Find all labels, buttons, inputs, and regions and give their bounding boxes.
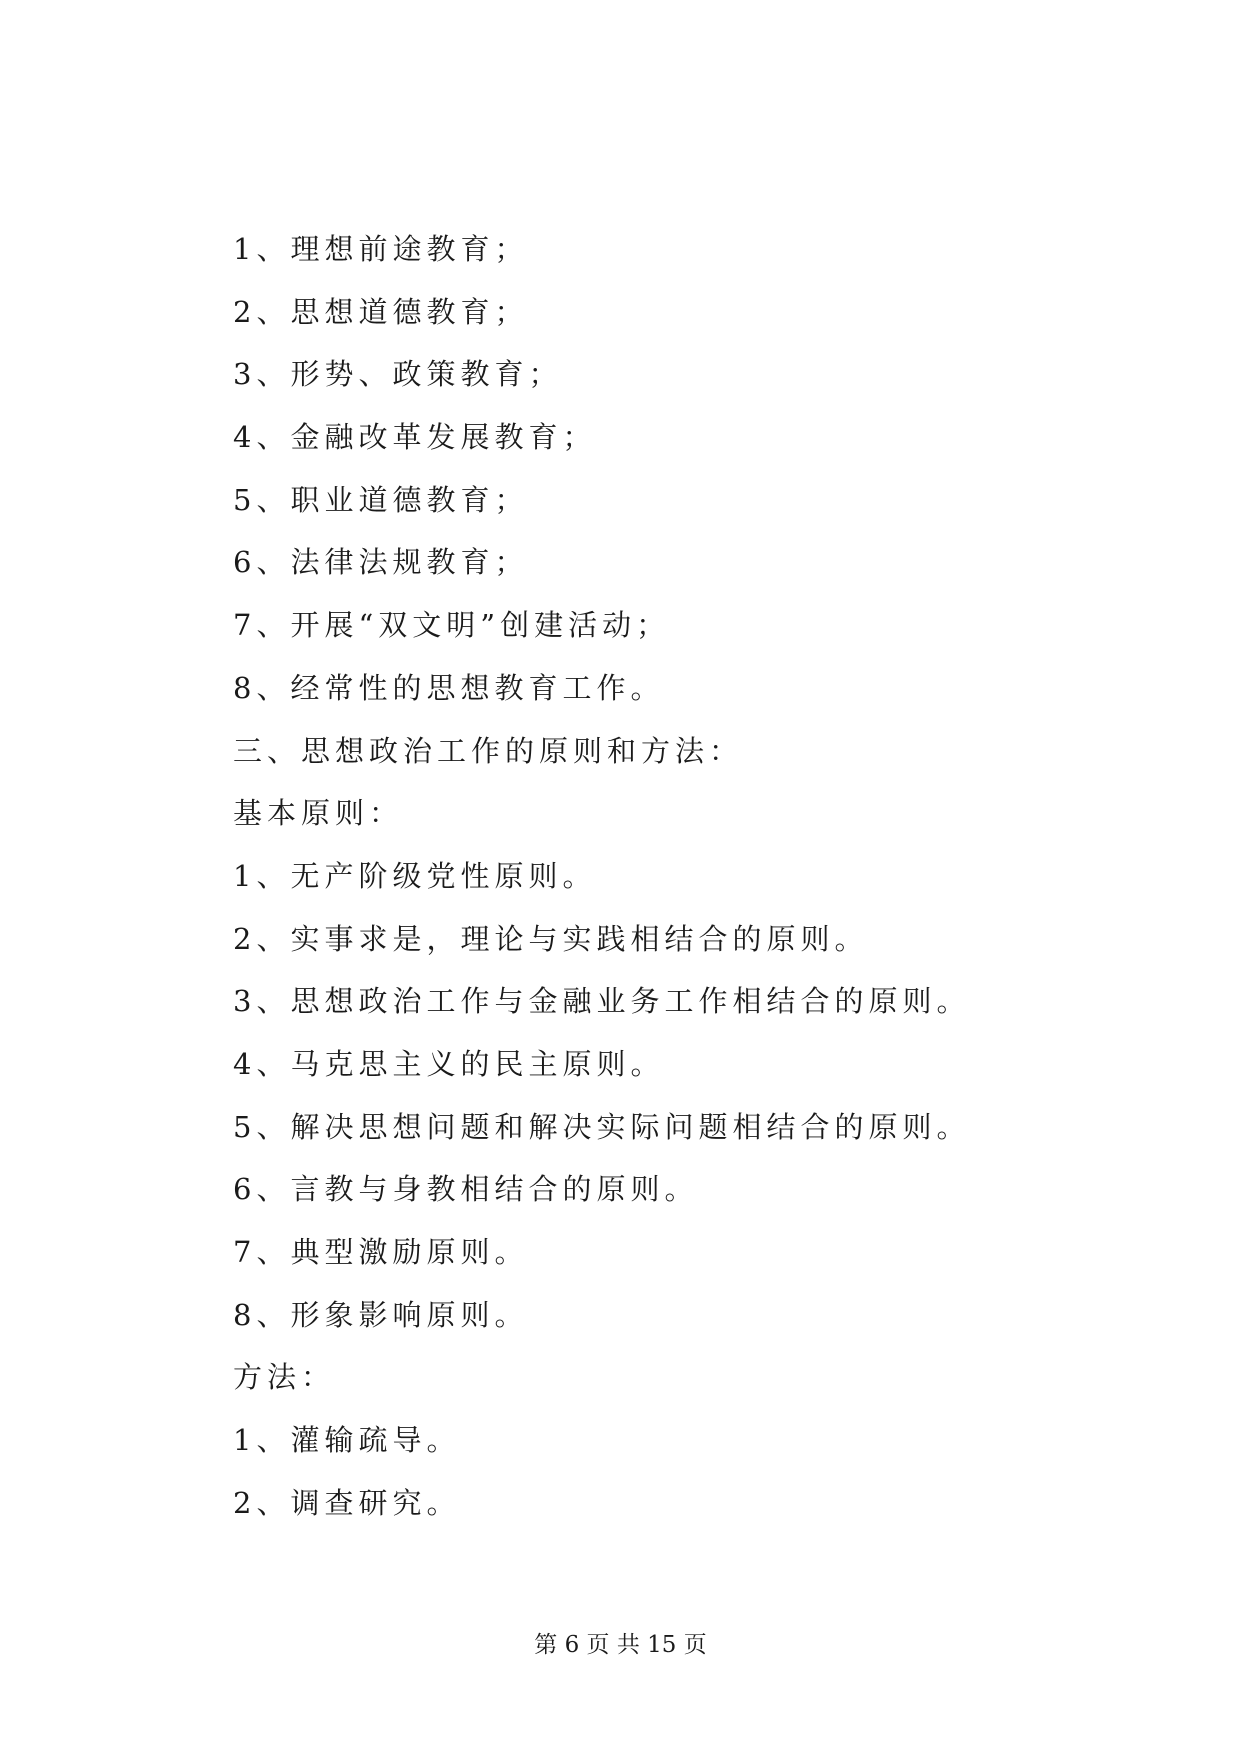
text-line: 3、思想政治工作与金融业务工作相结合的原则。: [233, 984, 971, 1019]
subsection-heading: 方法：: [233, 1360, 336, 1395]
page-number: 第 6 页 共 15 页: [534, 1632, 707, 1658]
text-line: 5、职业道德教育；: [233, 482, 529, 517]
text-line: 4、金融改革发展教育；: [233, 420, 597, 455]
text-line: 4、马克思主义的民主原则。: [233, 1046, 665, 1081]
text-line: 1、无产阶级党性原则。: [233, 858, 597, 893]
text-line: 6、言教与身教相结合的原则。: [233, 1172, 699, 1207]
text-line: 8、经常性的思想教育工作。: [233, 670, 665, 705]
text-line: 6、法律法规教育；: [233, 545, 529, 580]
text-line: 1、理想前途教育；: [233, 232, 529, 266]
text-line: 1、灌输疏导。: [233, 1423, 461, 1458]
text-line: 7、典型激励原则。: [233, 1235, 529, 1269]
text-line: 2、实事求是，理论与实践相结合的原则。: [233, 921, 869, 956]
section-heading: 三、思想政治工作的原则和方法：: [233, 733, 744, 768]
text-line: 5、解决思想问题和解决实际问题相结合的原则。: [233, 1109, 971, 1144]
text-line: 3、形势、政策教育；: [233, 357, 563, 392]
document-body: [233, 232, 1133, 1548]
text-line: 8、形象影响原则。: [233, 1297, 529, 1332]
text-line: 7、开展“双文明”创建活动；: [233, 608, 671, 643]
text-line: 2、思想道德教育；: [233, 294, 529, 329]
subsection-heading: 基本原则：: [233, 796, 404, 831]
text-line: 2、调查研究。: [233, 1485, 461, 1520]
